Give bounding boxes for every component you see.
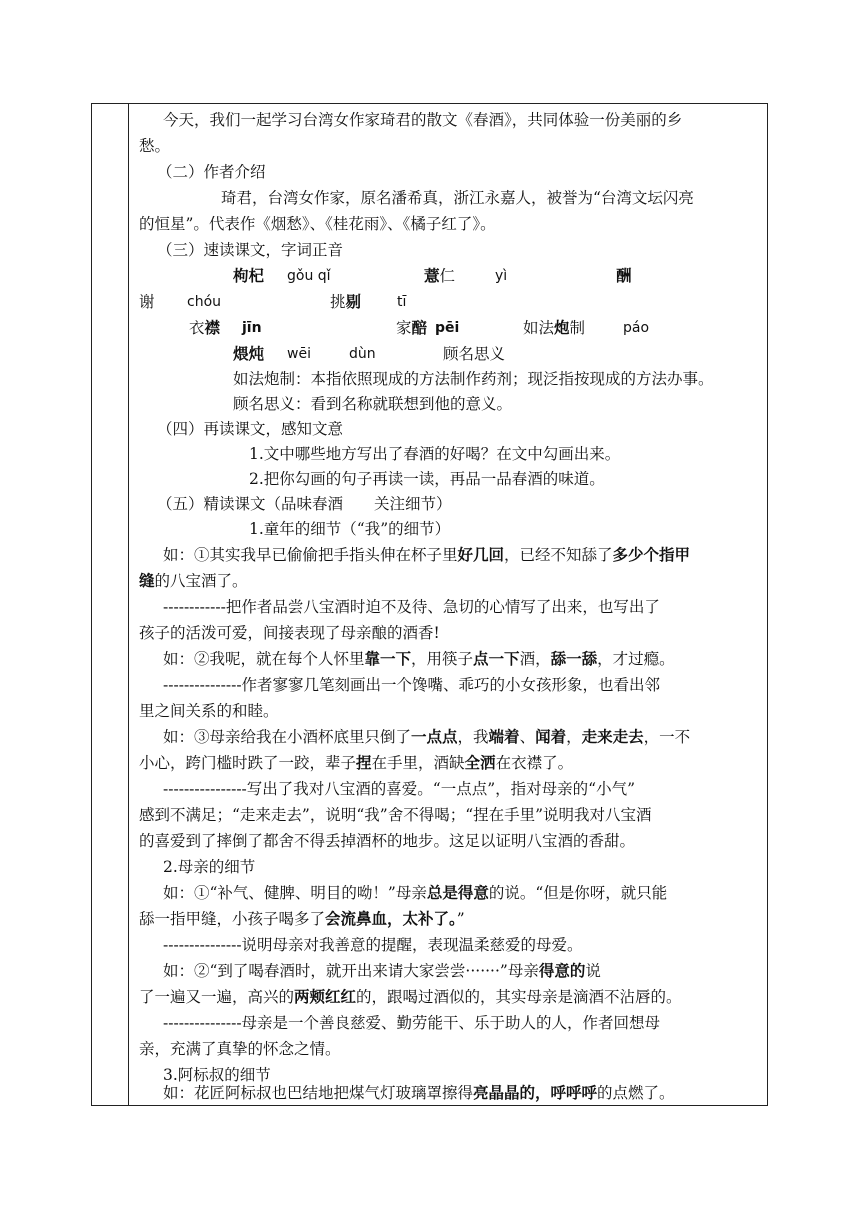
vocab-char: 家 bbox=[396, 319, 412, 337]
section-heading: （二）作者介绍 bbox=[157, 163, 266, 181]
vocab-char-bold: 襟 bbox=[204, 318, 221, 337]
text-run: 如：③母亲给我在小酒杯底里只倒了 bbox=[163, 728, 412, 746]
text-run: 如：②“到了喝春酒时，就开出来请大家尝尝·······”母亲 bbox=[163, 962, 539, 980]
comment-line: 的喜爱到了摔倒了都舍不得丢掉酒杯的地步。这足以证明八宝酒的香甜。 bbox=[139, 832, 636, 850]
subheading: 2.母亲的细节 bbox=[163, 858, 256, 876]
text-run: 了一遍又一遍，高兴的 bbox=[139, 988, 295, 1006]
definition: 顾名思义：看到名称就联想到他的意义。 bbox=[233, 395, 513, 413]
text-run-bold: 多少个指甲 bbox=[612, 545, 691, 564]
pinyin: chóu bbox=[187, 294, 222, 310]
pinyin: dùn bbox=[349, 346, 376, 362]
text-run: ， bbox=[566, 728, 582, 746]
example-line bbox=[163, 649, 675, 669]
text-run-bold: 一点点 bbox=[411, 727, 458, 746]
comment-line: ----------------写出了我对八宝酒的喜爱。“一点点”，指对母亲的“小气” bbox=[163, 780, 635, 798]
table-content-cell bbox=[129, 104, 767, 1105]
pinyin: wēi bbox=[287, 346, 311, 362]
text-run: 说 bbox=[585, 962, 601, 980]
text-run: ，一不 bbox=[643, 728, 691, 746]
vocab-char-bold: 炮 bbox=[554, 318, 570, 337]
text-run: 酒， bbox=[519, 650, 551, 668]
vocab-char-bold: 醅 bbox=[411, 318, 428, 337]
vocab-char: 如法 bbox=[523, 319, 555, 337]
text-run: 在衣襟了。 bbox=[495, 754, 574, 772]
author-line: 琦君，台湾女作家，原名潘希真，浙江永嘉人，被誉为“台湾文坛闪亮 bbox=[221, 189, 694, 207]
vocab-char: 仁 bbox=[439, 267, 456, 285]
question: 1.文中哪些地方写出了春酒的好喝？在文中勾画出来。 bbox=[249, 445, 621, 463]
example-line bbox=[163, 961, 601, 981]
text-run: 如：②我呢，就在每个人怀里 bbox=[163, 650, 365, 668]
comment-line: ---------------作者寥寥几笔刻画出一个馋嘴、乖巧的小女孩形象，也看出邻 bbox=[163, 676, 661, 694]
vocab-char: 挑 bbox=[330, 293, 346, 311]
vocab-word: 煨炖 bbox=[233, 344, 265, 363]
pinyin: jīn bbox=[242, 320, 262, 336]
vocab-word bbox=[396, 318, 427, 338]
text-run: 如：①其实我早已偷偷把手指头伸在杯子里 bbox=[163, 546, 458, 564]
example-line bbox=[139, 987, 682, 1007]
pinyin: tī bbox=[397, 294, 407, 310]
example-line bbox=[163, 545, 690, 565]
vocab-char: 制 bbox=[569, 319, 586, 337]
text-run: 舔一指甲缝，小孩子喝多了 bbox=[139, 910, 326, 928]
comment-line: ---------------说明母亲对我善意的提醒，表现温柔慈爱的母爱。 bbox=[163, 936, 583, 954]
lesson-table bbox=[91, 103, 768, 1106]
text-run: 、 bbox=[519, 728, 536, 746]
text-run-bold: 走来走去 bbox=[581, 727, 644, 746]
comment-line: ------------把作者品尝八宝酒时迫不及待、急切的心情写了出来，也写出了 bbox=[163, 598, 660, 616]
text-run-bold: 端着 bbox=[488, 727, 520, 746]
comment-line: 孩子的活泼可爱，间接表现了母亲酿的酒香! bbox=[139, 624, 440, 642]
comment-line: ---------------母亲是一个善良慈爱、勤劳能干、乐于助人的人，作者回想母 bbox=[163, 1014, 661, 1032]
definition: 如法炮制：本指依照现成的方法制作药剂；现泛指按现成的方法办事。 bbox=[233, 370, 714, 388]
text-run: ” bbox=[456, 910, 465, 928]
text-run-bold: 亮晶晶的，呼呼呼 bbox=[473, 1083, 598, 1102]
text-run: 的，跟喝过酒似的，其实母亲是滴酒不沾唇的。 bbox=[356, 988, 682, 1006]
example-line bbox=[139, 571, 248, 591]
text-run: ，用筷子 bbox=[411, 650, 474, 668]
text-run: 小心，跨门槛时跌了一跤，辈子 bbox=[139, 754, 357, 772]
example-line bbox=[139, 753, 573, 773]
vocab-char-bold: 薏 bbox=[424, 266, 440, 285]
text-run: 在手里，酒缺 bbox=[371, 754, 465, 772]
author-line: 的恒星”。代表作《烟愁》、《桂花雨》、《橘子红了》。 bbox=[139, 215, 496, 233]
text-run-bold: 两颊红红 bbox=[294, 987, 357, 1006]
vocab-char-bold: 剔 bbox=[345, 292, 362, 311]
subheading: 1.童年的细节（“我”的细节） bbox=[249, 520, 451, 538]
pinyin: gǒu qǐ bbox=[287, 268, 331, 284]
vocab-word bbox=[523, 318, 585, 338]
pinyin: yì bbox=[495, 268, 508, 284]
text-run: 如：花匠阿标叔也巴结地把煤气灯玻璃罩擦得 bbox=[163, 1084, 474, 1102]
text-run-bold: 总是得意 bbox=[426, 883, 489, 902]
text-run-bold: 捏 bbox=[356, 753, 372, 772]
text-run-bold: 舔一舔 bbox=[550, 649, 598, 668]
text-run: ，才过瘾。 bbox=[597, 650, 675, 668]
vocab-word bbox=[189, 318, 220, 338]
text-run: ，我 bbox=[457, 728, 489, 746]
section-heading: （四）再读课文，感知文意 bbox=[157, 420, 344, 438]
intro-line: 今天，我们一起学习台湾女作家琦君的散文《春酒》，共同体验一份美丽的乡 bbox=[163, 111, 683, 129]
text-run: ，已经不知舔了 bbox=[504, 546, 613, 564]
text-run-bold: 会流鼻血，太补了。 bbox=[325, 909, 457, 928]
section-heading: （三）速读课文，字词正音 bbox=[157, 241, 344, 259]
text-run: 的点燃了。 bbox=[597, 1084, 675, 1102]
vocab-word: 酬 bbox=[616, 266, 632, 285]
subheading: 3.阿标叔的细节 bbox=[163, 1066, 271, 1084]
vocab-word bbox=[424, 266, 455, 286]
text-run-bold: 闻着 bbox=[535, 727, 567, 746]
comment-line: 里之间关系的和睦。 bbox=[139, 702, 279, 720]
pinyin: páo bbox=[623, 320, 650, 336]
vocab-char: 衣 bbox=[189, 319, 205, 337]
example-line bbox=[139, 909, 465, 929]
text-run-bold: 缝 bbox=[139, 571, 155, 590]
vocab-word: 顾名思义 bbox=[443, 345, 506, 363]
text-run-bold: 靠一下 bbox=[364, 649, 412, 668]
intro-line: 愁。 bbox=[139, 137, 171, 155]
text-run: 的说。“但是你呀，就只能 bbox=[488, 884, 668, 902]
vocab-word: 枸杞 bbox=[233, 266, 265, 285]
example-line bbox=[163, 1083, 675, 1103]
text-run-bold: 好几回 bbox=[457, 545, 505, 564]
text-run: 如：①“补气、健脾、明目的呦！”母亲 bbox=[163, 884, 427, 902]
text-run: 的八宝酒了。 bbox=[154, 572, 248, 590]
pinyin: pēi bbox=[435, 320, 460, 336]
text-run-bold: 得意的 bbox=[538, 961, 586, 980]
text-run-bold: 点一下 bbox=[473, 649, 520, 668]
section-heading: （五）精读课文（品味春酒 关注细节） bbox=[157, 495, 452, 513]
comment-line: 感到不满足；“走来走去”，说明“我”舍不得喝；“捏在手里”说明我对八宝酒 bbox=[139, 806, 652, 824]
example-line bbox=[163, 727, 690, 747]
text-run-bold: 全洒 bbox=[464, 753, 496, 772]
vocab-char: 谢 bbox=[139, 293, 155, 311]
vocab-word bbox=[330, 292, 361, 312]
comment-line: 亲，充满了真挚的怀念之情。 bbox=[139, 1040, 341, 1058]
table-left-column bbox=[92, 104, 129, 1105]
example-line bbox=[163, 883, 667, 903]
question: 2.把你勾画的句子再读一读，再品一品春酒的味道。 bbox=[249, 470, 605, 488]
